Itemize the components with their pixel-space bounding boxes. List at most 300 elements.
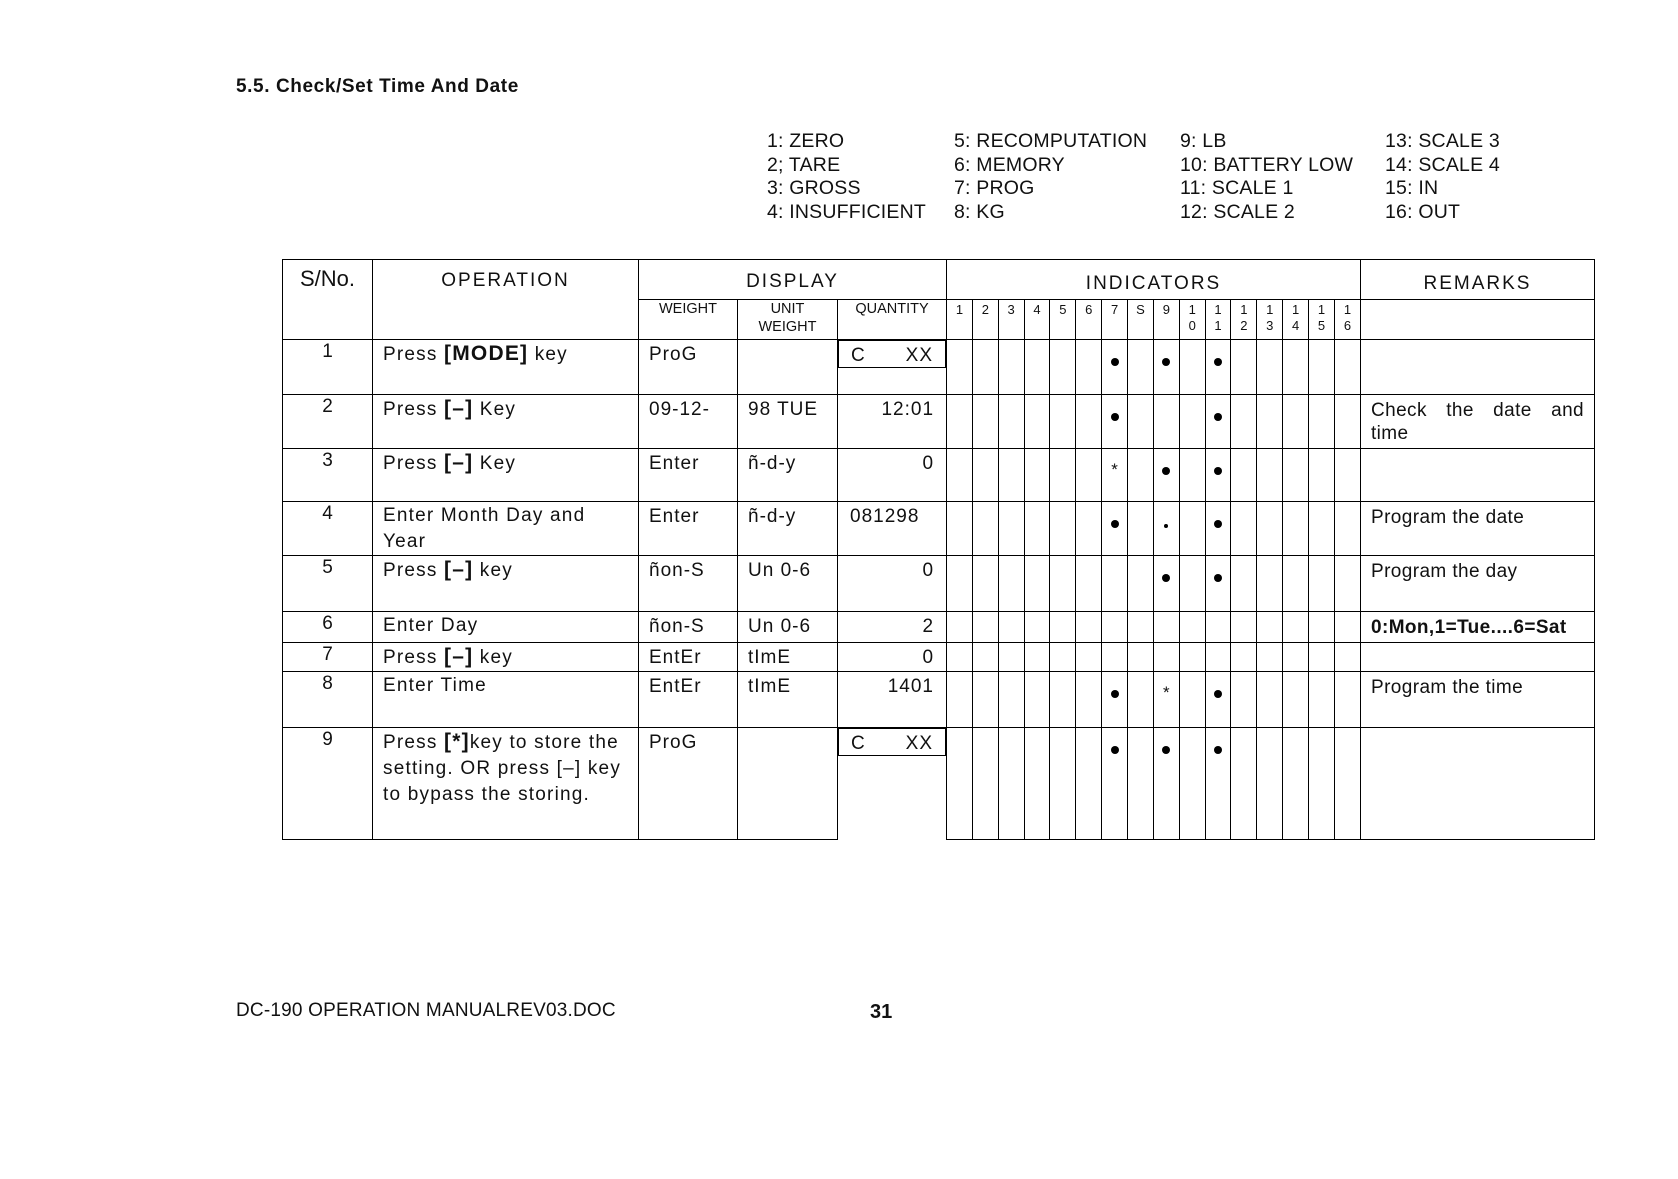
indicator-number-4 <box>1024 300 1050 340</box>
indicator-cell-4 <box>1024 728 1050 840</box>
legend-column-1 <box>767 130 926 224</box>
indicator-cell-11 <box>1205 556 1231 612</box>
indicator-number-1 <box>947 300 973 340</box>
indicator-cell-6 <box>1076 395 1102 449</box>
indicator-cell-13 <box>1257 643 1283 672</box>
operation-text: Press <box>383 399 445 420</box>
indicator-cell-9 <box>1153 449 1179 502</box>
display-weight: ProG <box>639 728 738 840</box>
indicator-cell-11 <box>1205 612 1231 643</box>
quantity-value: 0 <box>922 453 935 474</box>
key-label: [–] <box>444 451 474 474</box>
indicator-cell-12 <box>1231 728 1257 840</box>
operation-text: Press <box>383 647 445 668</box>
row-remark <box>1361 728 1595 840</box>
indicator-digit: 5 <box>1317 318 1326 333</box>
indicator-on-dot <box>1214 746 1222 754</box>
header-weight-line: WEIGHT <box>758 319 817 335</box>
header-unit-weight <box>738 300 838 340</box>
indicator-cell-11 <box>1205 728 1231 840</box>
indicator-cell-13 <box>1257 449 1283 502</box>
quantity-value: 12:01 <box>881 399 935 420</box>
indicator-cell-10 <box>1179 449 1205 502</box>
indicator-cell-10 <box>1179 340 1205 395</box>
quantity-prefix: C <box>851 733 866 754</box>
row-operation <box>373 502 639 556</box>
indicator-cell-12 <box>1231 502 1257 556</box>
quantity-prefix: C <box>851 345 866 366</box>
legend-column-4 <box>1385 130 1500 224</box>
indicator-cell-5 <box>1050 556 1076 612</box>
indicator-cell-5 <box>1050 395 1076 449</box>
indicator-cell-8 <box>1128 612 1154 643</box>
indicator-cell-12 <box>1231 449 1257 502</box>
indicator-cell-7 <box>1102 395 1128 449</box>
legend-item: 12: SCALE 2 <box>1180 200 1295 223</box>
table-row <box>283 449 1595 502</box>
indicator-digit: 1 <box>1317 302 1326 317</box>
indicator-cell-5 <box>1050 340 1076 395</box>
indicator-cell-4 <box>1024 449 1050 502</box>
display-quantity <box>838 612 947 643</box>
display-quantity <box>838 556 947 612</box>
indicator-cell-5 <box>1050 502 1076 556</box>
indicator-cell-3 <box>998 395 1024 449</box>
display-unit-weight <box>738 340 838 395</box>
display-quantity <box>838 672 947 728</box>
indicator-cell-6 <box>1076 340 1102 395</box>
indicator-on-dot <box>1162 467 1170 475</box>
indicator-digit: 5 <box>1059 302 1067 317</box>
indicator-cell-8 <box>1128 556 1154 612</box>
indicator-cell-1 <box>947 556 973 612</box>
indicator-digit: 6 <box>1343 318 1352 333</box>
indicator-cell-1 <box>947 502 973 556</box>
row-serial-number: 6 <box>283 612 373 643</box>
indicator-digit: 7 <box>1110 302 1119 317</box>
indicator-cell-13 <box>1257 556 1283 612</box>
indicator-cell-3 <box>998 502 1024 556</box>
row-operation <box>373 395 639 449</box>
row-serial-number: 8 <box>283 672 373 728</box>
indicator-cell-1 <box>947 340 973 395</box>
indicator-cell-8 <box>1128 643 1154 672</box>
indicator-cell-6 <box>1076 672 1102 728</box>
indicator-cell-5 <box>1050 449 1076 502</box>
row-serial-number: 5 <box>283 556 373 612</box>
row-operation <box>373 643 639 672</box>
legend-item: 5: RECOMPUTATION <box>954 130 1148 152</box>
display-quantity <box>838 340 946 368</box>
indicator-on-dot <box>1162 746 1170 754</box>
indicator-cell-5 <box>1050 612 1076 643</box>
quantity-value: XX <box>905 733 934 754</box>
indicator-cell-1 <box>947 672 973 728</box>
indicator-number-7 <box>1102 300 1128 340</box>
row-remark: Program the day <box>1361 556 1595 612</box>
indicator-number-9 <box>1153 300 1179 340</box>
table-row <box>283 556 1595 612</box>
indicator-cell-3 <box>998 340 1024 395</box>
indicator-cell-8 <box>1128 395 1154 449</box>
row-remark <box>1361 643 1595 672</box>
indicator-cell-1 <box>947 728 973 840</box>
table-row <box>283 340 1595 395</box>
indicator-cell-11 <box>1205 395 1231 449</box>
indicator-cell-4 <box>1024 672 1050 728</box>
indicator-number-2 <box>972 300 998 340</box>
indicator-cell-3 <box>998 672 1024 728</box>
indicator-cell-12 <box>1231 340 1257 395</box>
quantity-value: 0 <box>922 560 935 581</box>
indicator-number-10 <box>1179 300 1205 340</box>
operation-text: key <box>473 560 513 581</box>
indicator-cell-3 <box>998 612 1024 643</box>
indicator-cell-10 <box>1179 643 1205 672</box>
indicator-cell-11 <box>1205 502 1231 556</box>
indicator-cell-2 <box>972 502 998 556</box>
header-unit-line: UNIT <box>770 301 805 317</box>
indicator-cell-7 <box>1102 340 1128 395</box>
header-remarks: REMARKS <box>1361 260 1595 300</box>
indicator-on-dot <box>1162 358 1170 366</box>
row-remark <box>1361 449 1595 502</box>
indicator-cell-5 <box>1050 643 1076 672</box>
operation-text: Press <box>383 560 445 581</box>
table-row <box>283 672 1595 728</box>
display-weight: Enter <box>639 502 738 556</box>
indicator-blink-star: * <box>1111 460 1118 479</box>
indicator-cell-1 <box>947 449 973 502</box>
legend-item: 10: BATTERY LOW <box>1180 153 1354 176</box>
quantity-value: XX <box>905 345 934 366</box>
indicator-cell-4 <box>1024 612 1050 643</box>
page-number: 31 <box>870 1001 893 1023</box>
legend-item: 15: IN <box>1385 177 1439 199</box>
indicator-cell-14 <box>1283 340 1309 395</box>
indicator-digit: 1 <box>1266 302 1274 317</box>
indicator-cell-6 <box>1076 728 1102 840</box>
indicator-cell-9 <box>1153 728 1179 840</box>
indicator-cell-3 <box>998 556 1024 612</box>
quantity-value: 0 <box>922 647 935 668</box>
indicator-cell-8 <box>1128 672 1154 728</box>
display-unit-weight: tImE <box>738 672 838 728</box>
display-unit-weight: 98 TUE <box>738 395 838 449</box>
indicator-cell-10 <box>1179 395 1205 449</box>
indicator-cell-5 <box>1050 728 1076 840</box>
indicator-number-15 <box>1309 300 1335 340</box>
indicator-digit: 4 <box>1292 318 1300 333</box>
indicator-cell-14 <box>1283 556 1309 612</box>
indicator-on-dot <box>1111 690 1119 698</box>
indicator-number-11 <box>1205 300 1231 340</box>
header-display: DISPLAY <box>639 260 947 300</box>
indicator-cell-7 <box>1102 728 1128 840</box>
footer-document-name: DC-190 OPERATION MANUALREV03.DOC <box>236 1000 616 1021</box>
indicator-cell-4 <box>1024 643 1050 672</box>
display-quantity <box>838 449 947 502</box>
key-label: [–] <box>444 397 474 420</box>
header-indicators: INDICATORS <box>947 260 1361 300</box>
indicator-digit: 1 <box>1188 302 1196 317</box>
row-serial-number: 2 <box>283 395 373 449</box>
indicator-cell-9 <box>1153 556 1179 612</box>
indicator-cell-15 <box>1309 643 1335 672</box>
indicator-digit: 1 <box>955 302 964 317</box>
indicator-cell-16 <box>1334 449 1360 502</box>
indicator-cell-9 <box>1153 643 1179 672</box>
indicator-on-dot <box>1214 574 1222 582</box>
indicator-cell-3 <box>998 449 1024 502</box>
header-row-1 <box>283 260 1595 300</box>
display-weight: ñon-S <box>639 556 738 612</box>
indicator-cell-10 <box>1179 728 1205 840</box>
indicator-on-dot <box>1111 746 1119 754</box>
indicator-number-16 <box>1334 300 1360 340</box>
header-weight: WEIGHT <box>639 300 738 340</box>
indicator-cell-9 <box>1153 672 1179 728</box>
indicator-on-dot <box>1164 524 1168 528</box>
indicator-cell-9 <box>1153 612 1179 643</box>
row-operation <box>373 728 639 840</box>
indicator-cell-14 <box>1283 612 1309 643</box>
indicator-cell-7 <box>1102 612 1128 643</box>
indicator-cell-6 <box>1076 502 1102 556</box>
legend-item: 11: SCALE 1 <box>1180 177 1294 199</box>
indicator-digit: 3 <box>1007 302 1015 317</box>
indicator-cell-10 <box>1179 502 1205 556</box>
table-row <box>283 643 1595 672</box>
legend-item: 1: ZERO <box>767 130 845 152</box>
indicator-cell-4 <box>1024 395 1050 449</box>
indicator-cell-14 <box>1283 502 1309 556</box>
table-row <box>283 612 1595 643</box>
indicator-number-12 <box>1231 300 1257 340</box>
indicator-cell-7 <box>1102 449 1128 502</box>
indicator-cell-14 <box>1283 395 1309 449</box>
operation-text: Key <box>473 453 517 474</box>
indicator-cell-3 <box>998 728 1024 840</box>
indicator-cell-16 <box>1334 643 1360 672</box>
indicator-digit: 1 <box>1292 302 1300 317</box>
operation-text: key to store the setting. OR press [–] key to bypass the storing. <box>383 732 622 805</box>
legend-item: 7: PROG <box>954 177 1035 199</box>
indicator-on-dot <box>1214 467 1222 475</box>
table-row <box>283 502 1595 556</box>
indicator-cell-13 <box>1257 672 1283 728</box>
indicator-digit: 1 <box>1343 302 1352 317</box>
row-serial-number: 3 <box>283 449 373 502</box>
indicator-cell-15 <box>1309 728 1335 840</box>
indicator-cell-9 <box>1153 395 1179 449</box>
indicator-cell-3 <box>998 643 1024 672</box>
indicator-cell-13 <box>1257 728 1283 840</box>
indicator-cell-12 <box>1231 395 1257 449</box>
display-unit-weight: ñ-d-y <box>738 449 838 502</box>
display-unit-weight: Un 0-6 <box>738 612 838 643</box>
indicator-cell-10 <box>1179 672 1205 728</box>
header-sno: S/No. <box>283 260 373 340</box>
display-quantity <box>838 728 946 756</box>
indicator-cell-13 <box>1257 340 1283 395</box>
row-operation <box>373 340 639 395</box>
indicator-cell-13 <box>1257 502 1283 556</box>
indicator-cell-2 <box>972 672 998 728</box>
display-weight: Enter <box>639 449 738 502</box>
row-operation <box>373 449 639 502</box>
display-weight: ProG <box>639 340 738 395</box>
indicator-cell-16 <box>1334 728 1360 840</box>
indicator-cell-12 <box>1231 672 1257 728</box>
indicator-number-5 <box>1050 300 1076 340</box>
operation-text: Enter Day <box>383 615 479 636</box>
display-quantity <box>838 395 947 449</box>
indicator-cell-1 <box>947 612 973 643</box>
indicator-on-dot <box>1162 574 1170 582</box>
indicator-cell-11 <box>1205 449 1231 502</box>
operation-text: Key <box>473 399 517 420</box>
indicator-cell-2 <box>972 395 998 449</box>
operation-table <box>282 259 1595 840</box>
operation-text: Enter Month Day and Year <box>383 505 586 552</box>
row-serial-number: 4 <box>283 502 373 556</box>
indicator-cell-16 <box>1334 395 1360 449</box>
indicator-number-3 <box>998 300 1024 340</box>
indicator-cell-2 <box>972 449 998 502</box>
indicator-cell-16 <box>1334 672 1360 728</box>
indicator-cell-4 <box>1024 502 1050 556</box>
indicator-digit: 6 <box>1085 302 1093 317</box>
indicator-digit: 2 <box>981 302 989 317</box>
operation-text: Enter Time <box>383 675 487 696</box>
display-quantity <box>838 502 947 556</box>
indicator-digit: 3 <box>1266 318 1274 333</box>
indicator-cell-8 <box>1128 340 1154 395</box>
indicator-cell-9 <box>1153 502 1179 556</box>
indicator-cell-6 <box>1076 556 1102 612</box>
quantity-value: 081298 <box>850 506 920 527</box>
indicator-cell-15 <box>1309 612 1335 643</box>
row-remark: Program the date <box>1361 502 1595 556</box>
indicator-cell-14 <box>1283 672 1309 728</box>
indicator-cell-6 <box>1076 643 1102 672</box>
row-remark: 0:Mon,1=Tue....6=Sat <box>1361 612 1595 643</box>
header-operation: OPERATION <box>373 260 639 340</box>
indicator-cell-16 <box>1334 502 1360 556</box>
display-unit-weight: tImE <box>738 643 838 672</box>
row-operation <box>373 672 639 728</box>
indicator-number-13 <box>1257 300 1283 340</box>
indicator-digit: 1 <box>1240 302 1248 317</box>
indicator-cell-2 <box>972 643 998 672</box>
indicator-cell-16 <box>1334 340 1360 395</box>
indicator-digit: 4 <box>1033 302 1041 317</box>
table-row <box>283 728 1595 840</box>
display-unit-weight: Un 0-6 <box>738 556 838 612</box>
indicator-cell-7 <box>1102 502 1128 556</box>
indicator-cell-11 <box>1205 340 1231 395</box>
display-weight: ñon-S <box>639 612 738 643</box>
indicator-cell-1 <box>947 395 973 449</box>
legend-item: 4: INSUFFICIENT <box>767 200 927 223</box>
display-unit-weight: ñ-d-y <box>738 502 838 556</box>
indicator-cell-16 <box>1334 612 1360 643</box>
key-label: [–] <box>444 645 474 668</box>
row-remark <box>1361 340 1595 395</box>
indicator-cell-7 <box>1102 672 1128 728</box>
indicator-number-6 <box>1076 300 1102 340</box>
operation-text: key <box>473 647 513 668</box>
indicator-cell-2 <box>972 612 998 643</box>
quantity-value: 1401 <box>887 676 935 697</box>
indicator-digit: 1 <box>1214 302 1222 317</box>
legend-item: 9: LB <box>1180 130 1227 152</box>
indicator-cell-8 <box>1128 449 1154 502</box>
indicator-digit: 2 <box>1240 318 1248 333</box>
indicator-cell-12 <box>1231 643 1257 672</box>
indicator-cell-2 <box>972 340 998 395</box>
indicator-digit: S <box>1136 302 1145 317</box>
header-quantity: QUANTITY <box>838 300 947 340</box>
indicator-cell-4 <box>1024 556 1050 612</box>
indicator-on-dot <box>1214 520 1222 528</box>
indicator-cell-15 <box>1309 502 1335 556</box>
indicator-cell-13 <box>1257 612 1283 643</box>
indicator-cell-2 <box>972 556 998 612</box>
row-serial-number: 7 <box>283 643 373 672</box>
legend-item: 14: SCALE 4 <box>1385 153 1500 176</box>
indicator-cell-15 <box>1309 556 1335 612</box>
indicator-cell-15 <box>1309 672 1335 728</box>
indicator-cell-11 <box>1205 643 1231 672</box>
indicator-cell-16 <box>1334 556 1360 612</box>
indicator-on-dot <box>1214 413 1222 421</box>
display-unit-weight <box>738 728 838 840</box>
indicator-number-8 <box>1128 300 1154 340</box>
indicator-digit: 9 <box>1162 302 1170 317</box>
legend-item: 2; TARE <box>767 153 841 176</box>
row-serial-number: 9 <box>283 728 373 840</box>
row-remark: Check the date and time <box>1361 395 1595 449</box>
indicator-digit: 0 <box>1188 318 1196 333</box>
indicator-cell-15 <box>1309 340 1335 395</box>
legend-column-3 <box>1180 130 1353 224</box>
indicator-cell-10 <box>1179 612 1205 643</box>
indicator-cell-12 <box>1231 612 1257 643</box>
legend-item: 8: KG <box>954 200 1005 223</box>
indicator-cell-6 <box>1076 612 1102 643</box>
row-remark: Program the time <box>1361 672 1595 728</box>
legend-item: 16: OUT <box>1385 200 1461 223</box>
legend-column-2 <box>954 130 1147 224</box>
indicator-cell-10 <box>1179 556 1205 612</box>
display-weight: EntEr <box>639 672 738 728</box>
legend-item: 13: SCALE 3 <box>1385 130 1500 152</box>
indicator-cell-5 <box>1050 672 1076 728</box>
indicator-cell-12 <box>1231 556 1257 612</box>
legend-item: 3: GROSS <box>767 177 861 199</box>
operation-text: Press <box>383 344 445 365</box>
indicator-on-dot <box>1111 358 1119 366</box>
quantity-value: 2 <box>922 616 935 637</box>
display-weight: 09-12- <box>639 395 738 449</box>
indicator-cell-15 <box>1309 449 1335 502</box>
key-label: [MODE] <box>444 342 529 365</box>
indicator-cell-14 <box>1283 728 1309 840</box>
indicator-cell-4 <box>1024 340 1050 395</box>
row-operation <box>373 612 639 643</box>
